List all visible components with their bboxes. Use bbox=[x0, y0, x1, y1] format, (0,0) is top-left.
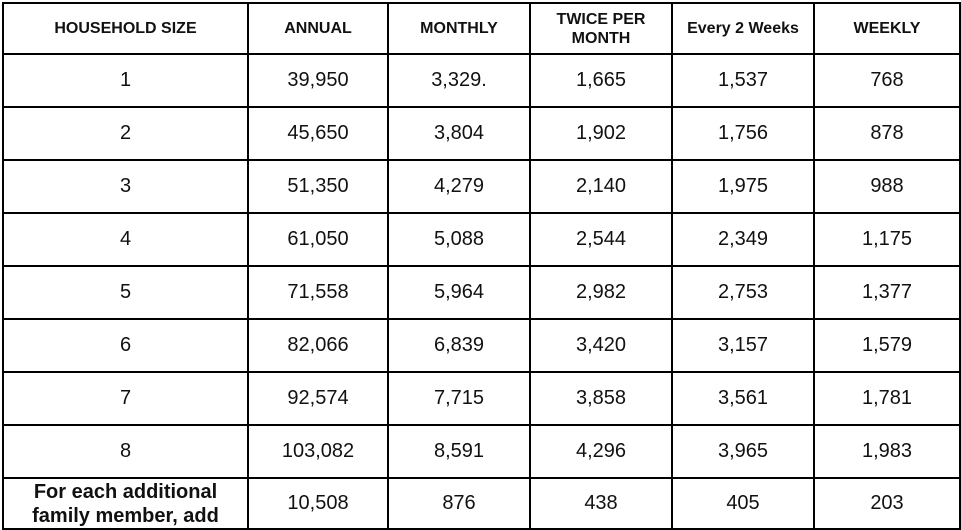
header-twice-per-month: TWICE PER MONTH bbox=[530, 3, 672, 54]
cell-twice-per-month: 4,296 bbox=[530, 425, 672, 478]
cell-every-2-weeks: 1,975 bbox=[672, 160, 814, 213]
cell-monthly: 3,804 bbox=[388, 107, 530, 160]
cell-twice-per-month: 3,858 bbox=[530, 372, 672, 425]
income-table bbox=[2, 2, 961, 530]
cell-weekly: 878 bbox=[814, 107, 960, 160]
cell-household-size: 5 bbox=[3, 266, 248, 319]
table-row bbox=[3, 160, 960, 213]
table-row bbox=[3, 107, 960, 160]
cell-weekly: 1,781 bbox=[814, 372, 960, 425]
cell-every-2-weeks: 1,756 bbox=[672, 107, 814, 160]
table-row bbox=[3, 372, 960, 425]
additional-weekly: 203 bbox=[814, 478, 960, 529]
cell-every-2-weeks: 1,537 bbox=[672, 54, 814, 107]
cell-weekly: 988 bbox=[814, 160, 960, 213]
header-every-2-weeks: Every 2 Weeks bbox=[672, 3, 814, 54]
table-row bbox=[3, 213, 960, 266]
cell-annual: 71,558 bbox=[248, 266, 388, 319]
cell-monthly: 4,279 bbox=[388, 160, 530, 213]
cell-monthly: 6,839 bbox=[388, 319, 530, 372]
table-row bbox=[3, 266, 960, 319]
cell-twice-per-month: 1,902 bbox=[530, 107, 672, 160]
cell-household-size: 2 bbox=[3, 107, 248, 160]
cell-household-size: 8 bbox=[3, 425, 248, 478]
cell-household-size: 3 bbox=[3, 160, 248, 213]
cell-twice-per-month: 3,420 bbox=[530, 319, 672, 372]
additional-every-2-weeks: 405 bbox=[672, 478, 814, 529]
cell-twice-per-month: 2,544 bbox=[530, 213, 672, 266]
additional-member-label: For each additional family member, add bbox=[3, 478, 248, 529]
cell-monthly: 8,591 bbox=[388, 425, 530, 478]
cell-household-size: 6 bbox=[3, 319, 248, 372]
cell-annual: 92,574 bbox=[248, 372, 388, 425]
cell-annual: 45,650 bbox=[248, 107, 388, 160]
cell-annual: 82,066 bbox=[248, 319, 388, 372]
cell-household-size: 1 bbox=[3, 54, 248, 107]
cell-twice-per-month: 2,982 bbox=[530, 266, 672, 319]
additional-monthly: 876 bbox=[388, 478, 530, 529]
cell-weekly: 1,175 bbox=[814, 213, 960, 266]
table-row bbox=[3, 425, 960, 478]
cell-every-2-weeks: 3,965 bbox=[672, 425, 814, 478]
cell-weekly: 1,579 bbox=[814, 319, 960, 372]
table-row bbox=[3, 54, 960, 107]
cell-annual: 61,050 bbox=[248, 213, 388, 266]
cell-annual: 103,082 bbox=[248, 425, 388, 478]
additional-member-row bbox=[3, 478, 960, 529]
cell-monthly: 3,329. bbox=[388, 54, 530, 107]
cell-annual: 51,350 bbox=[248, 160, 388, 213]
table-header bbox=[3, 3, 960, 54]
header-household-size: HOUSEHOLD SIZE bbox=[3, 3, 248, 54]
table-body bbox=[3, 54, 960, 529]
cell-every-2-weeks: 3,157 bbox=[672, 319, 814, 372]
cell-twice-per-month: 1,665 bbox=[530, 54, 672, 107]
table-row bbox=[3, 319, 960, 372]
header-annual: ANNUAL bbox=[248, 3, 388, 54]
cell-annual: 39,950 bbox=[248, 54, 388, 107]
cell-weekly: 768 bbox=[814, 54, 960, 107]
cell-every-2-weeks: 3,561 bbox=[672, 372, 814, 425]
cell-monthly: 7,715 bbox=[388, 372, 530, 425]
cell-household-size: 4 bbox=[3, 213, 248, 266]
cell-weekly: 1,377 bbox=[814, 266, 960, 319]
additional-twice-per-month: 438 bbox=[530, 478, 672, 529]
cell-monthly: 5,088 bbox=[388, 213, 530, 266]
cell-twice-per-month: 2,140 bbox=[530, 160, 672, 213]
header-monthly: MONTHLY bbox=[388, 3, 530, 54]
header-row bbox=[3, 3, 960, 54]
additional-annual: 10,508 bbox=[248, 478, 388, 529]
cell-weekly: 1,983 bbox=[814, 425, 960, 478]
cell-every-2-weeks: 2,753 bbox=[672, 266, 814, 319]
cell-every-2-weeks: 2,349 bbox=[672, 213, 814, 266]
cell-household-size: 7 bbox=[3, 372, 248, 425]
cell-monthly: 5,964 bbox=[388, 266, 530, 319]
header-weekly: WEEKLY bbox=[814, 3, 960, 54]
